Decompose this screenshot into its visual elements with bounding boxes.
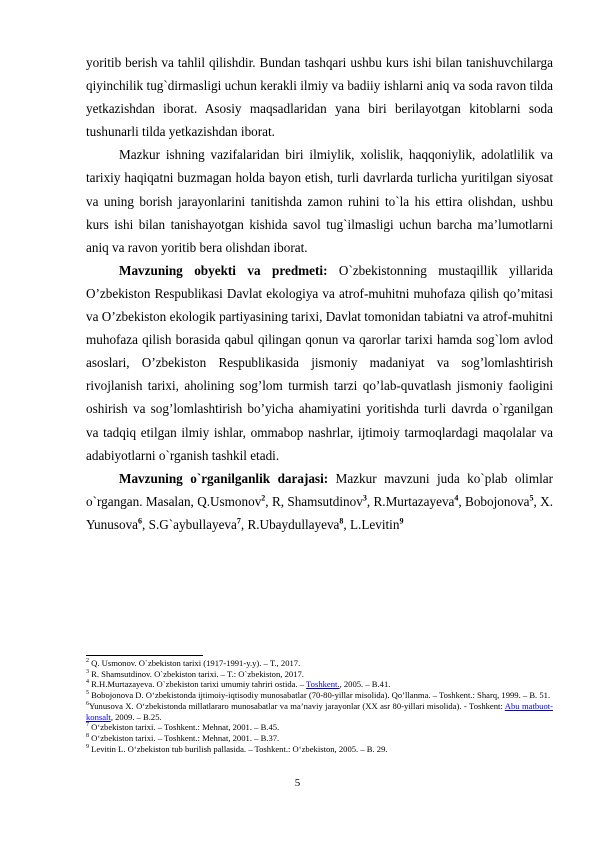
author-ref: L.Levitin$^9$ [349,516,404,532]
author-ref: Bobojonova$^5$, [465,493,537,509]
footnote-link-toshkent[interactable]: Toshkent. [306,679,340,690]
footnotes [86,658,553,754]
footnote-4: $^4$ R.H.Murtazayeva. O`zbekiston tarixi umumiy tahriri ostida. – Toshkent., 2005. – B.41. [86,679,391,690]
study-level-body: Mazkur mavzuni juda ko`plab olimlar o`rgangan. Masalan, [86,470,553,509]
author-ref: R.Ubaydullayeva$^8$, [247,516,347,532]
footnote-9: $^9$ Levitin L. O‘zbekiston tub burilish pallasida. – Toshkent.: O‘zbekiston, 2005. – B. 29. [86,743,388,754]
footnote-3: $^3$ R. Shamsutdinov. O`zbekiston tarixi. – T.: O`zbekiston, 2017. [86,668,304,679]
paragraph-intro: yoritib berish va tahlil qilishdir. Bundan tashqari ushbu kurs ishi bilan tanishuvchilarga qiyinchilik tug`dirmasligi uchun kerakli ilmiy va badiiy ishlarni aniq va soda ravon tilda yetkazishdan iborat. Asosiy maqsadlaridan yana biri berilayotgan kitoblarni soda tushunarli tilda yetkazishdan iborat. [86,55,553,140]
paragraph-study-level [86,467,553,536]
footnote-2: $^2$ Q. Usmonov. O`zbekiston tarixi (1917-1991-y.y). – T., 2017. [86,658,301,668]
author-ref: S.G`aybullayeva$^7$, [148,516,245,532]
footnote-5: $^5$ Bobojonova D. O‘zbekistonda ijtimoiy-iqtisodiy munosabatlar (70-80-yillar misolida). Qo’llanma. – Toshkent.: Sharq, 1999. – B. 51. [86,690,551,701]
author-ref: X. Yunusova$^6$, [86,493,553,532]
author-ref: Q.Usmonov$^2$, [197,493,269,509]
document-body [86,51,553,536]
footnote-8: $^8$ O‘zbekiston tarixi. – Toshkent.: Mehnat, 2001. – B.37. [86,732,280,743]
footnote-link-publisher[interactable]: Abu matbuot-konsalt [86,700,554,722]
paragraph-object [86,259,553,467]
footnote-6: $^6$Yunusova X. O‘zbekistonda millatlararo munosabatlar va ma’naviy jarayonlar (XX asr 80-yillari misolida). - Toshkent: Abu matbuot-konsalt, 2009. – B.25. [86,700,554,722]
author-ref: R.Murtazayeva$^4$, [373,493,462,509]
author-ref: R, Shamsutdinov$^3$, [271,493,371,509]
study-level-heading: Mavzuning o`rganilganlik darajasi: [119,470,329,486]
footnote-7: $^7$ O‘zbekiston tarixi. – Toshkent.: Mehnat, 2001. – B.45. [86,722,280,733]
page-number: 5 [294,777,301,789]
object-body: O`zbekistonning mustaqillik yillarida O’zbekiston Respublikasi Davlat ekologiya va atrof-muhitni muhofaza qilish qo’mitasi va O’zbekiston ekologik partiyasining tarixi, Davlat tomonidan tabiatni va atrof-muhitni muhofaza qilish borasida qabul qilingan qonun va qarorlar tarixi hamda sog`lom avlod asoslari, O’zbekiston Respublikasida jismoniy madaniyat va sog’lomlashtirish rivojlanish tarixi, aholining sog’lom turmish tarzi qo’lab-quvatlash jismoniy faoligini oshirish va sog’lomlashtirish bo’yicha ahamiyatini yoritishda turli davrda o`rganilgan va tadqiq etilgan ilmiy ishlar, ommabop nashrlar, ijtimoiy tarmoqlardagi maqolalar va adabiyotlarni o`rganish tashkil etadi. [86,262,553,463]
footnote-separator [86,655,203,656]
paragraph-tasks: Mazkur ishning vazifalaridan biri ilmiylik, xolislik, haqqoniylik, adolatlilik va tarixiy haqiqatni buzmagan holda bayon etish, turli davrlarda turlicha yuritilgan siyosat va uning borish jarayonlarini tanitishda zamon ruhini to`la his ettira olishdan, ushbu kurs ishi bilan tanishayotgan kishida savol tug`ilmasligi uchun barcha ma’lumotlarni aniq va ravon yoritib bera olishdan iborat. [86,147,553,255]
object-heading: Mavzuning obyekti va predmeti: [119,262,328,278]
